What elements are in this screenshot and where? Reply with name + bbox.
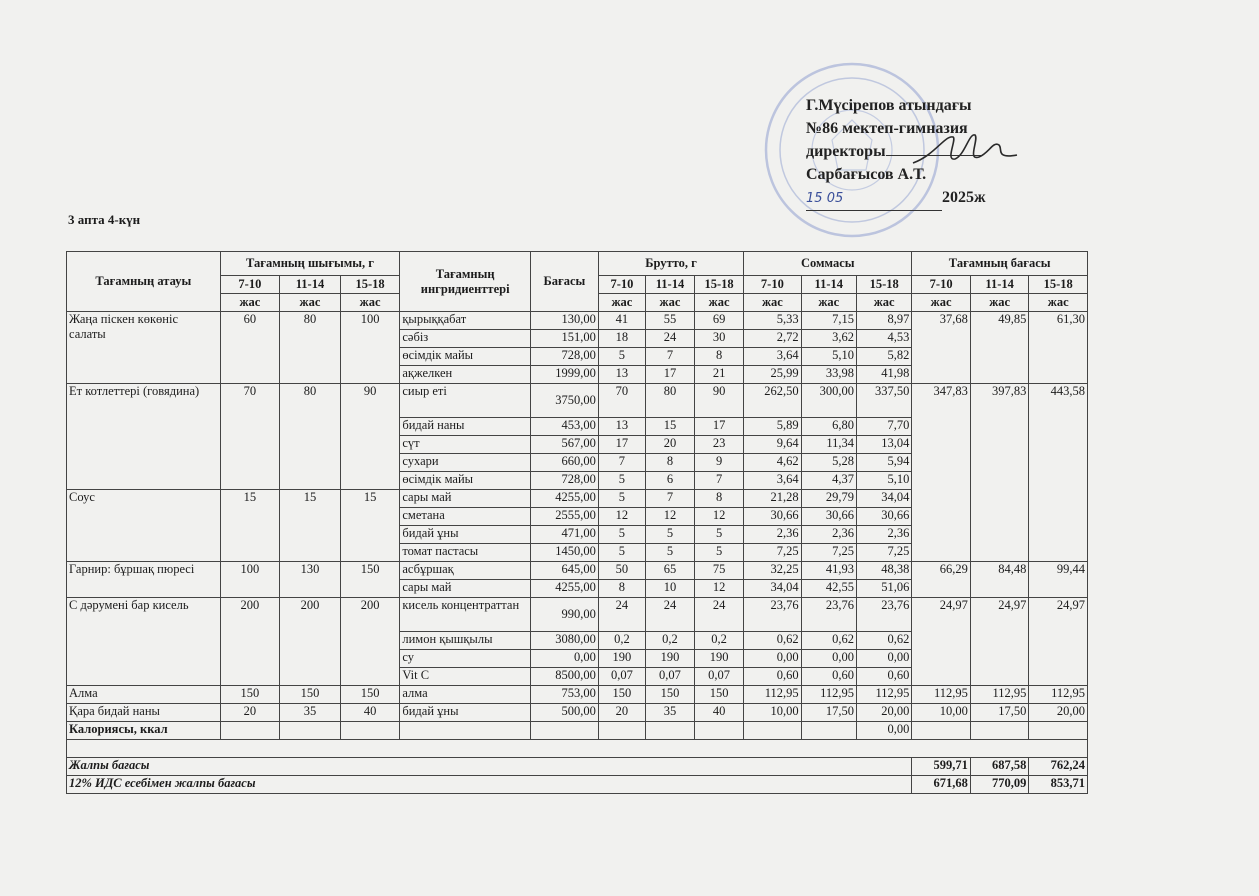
- date-year: 2025ж: [942, 189, 986, 206]
- sum-cell: 3,62: [801, 330, 856, 348]
- brutto-cell: 6: [645, 472, 694, 490]
- brutto-cell: 50: [598, 562, 645, 580]
- age-unit-header: жас: [856, 294, 911, 312]
- dish-price-cell: 112,95: [1029, 686, 1088, 704]
- brutto-cell: 55: [645, 312, 694, 330]
- age-header: 11-14: [801, 276, 856, 294]
- sum-cell: 23,76: [744, 598, 801, 632]
- sum-cell: 5,82: [856, 348, 911, 366]
- total-row: [67, 758, 1088, 776]
- empty-cell: [970, 722, 1029, 740]
- sum-cell: 2,36: [856, 526, 911, 544]
- table-row: [67, 312, 1088, 330]
- brutto-cell: 30: [695, 330, 744, 348]
- brutto-cell: 17: [598, 436, 645, 454]
- sum-cell: 0,00: [856, 650, 911, 668]
- brutto-cell: 5: [598, 472, 645, 490]
- output-cell: 60: [220, 312, 280, 384]
- brutto-cell: 17: [695, 418, 744, 436]
- sum-cell: 0,60: [856, 668, 911, 686]
- ingredient-cell: сүт: [400, 436, 531, 454]
- brutto-cell: 7: [695, 472, 744, 490]
- price-cell: 0,00: [530, 650, 598, 668]
- dish-name-cell: Гарнир: бұршақ пюресі: [67, 562, 221, 598]
- output-cell: 150: [280, 686, 341, 704]
- empty-cell: [67, 740, 1088, 758]
- date-day: 15: [806, 191, 823, 206]
- output-cell: 200: [280, 598, 341, 686]
- price-cell: 728,00: [530, 472, 598, 490]
- table-row: [67, 562, 1088, 580]
- brutto-cell: 17: [645, 366, 694, 384]
- sum-cell: 6,80: [801, 418, 856, 436]
- dish-price-cell: 397,83: [970, 384, 1029, 562]
- price-cell: 8500,00: [530, 668, 598, 686]
- brutto-cell: 5: [598, 348, 645, 366]
- ingredient-cell: сары май: [400, 580, 531, 598]
- total-value: 762,24: [1029, 758, 1088, 776]
- ingredient-cell: ақжелкен: [400, 366, 531, 384]
- brutto-cell: 0,2: [645, 632, 694, 650]
- brutto-cell: 90: [695, 384, 744, 418]
- price-cell: 1450,00: [530, 544, 598, 562]
- output-cell: 35: [280, 704, 341, 722]
- dish-price-cell: 49,85: [970, 312, 1029, 384]
- sum-cell: 2,36: [801, 526, 856, 544]
- ingredient-cell: асбұршақ: [400, 562, 531, 580]
- brutto-cell: 190: [598, 650, 645, 668]
- sum-cell: 4,37: [801, 472, 856, 490]
- signature-icon: [905, 125, 1025, 175]
- sum-cell: 41,93: [801, 562, 856, 580]
- output-cell: 15: [220, 490, 280, 562]
- sum-cell: 2,36: [744, 526, 801, 544]
- age-header: 11-14: [645, 276, 694, 294]
- dish-price-cell: 10,00: [912, 704, 971, 722]
- age-header: 7-10: [912, 276, 971, 294]
- approval-date: [806, 186, 986, 211]
- price-cell: 990,00: [530, 598, 598, 632]
- ingredient-cell: бидай ұны: [400, 526, 531, 544]
- ingredient-cell: өсімдік майы: [400, 472, 531, 490]
- sum-cell: 51,06: [856, 580, 911, 598]
- brutto-cell: 7: [598, 454, 645, 472]
- price-cell: 151,00: [530, 330, 598, 348]
- brutto-cell: 190: [695, 650, 744, 668]
- sum-cell: 3,64: [744, 472, 801, 490]
- dish-price-cell: 84,48: [970, 562, 1029, 598]
- dish-price-cell: 112,95: [970, 686, 1029, 704]
- sum-cell: 5,89: [744, 418, 801, 436]
- sum-cell: 30,66: [856, 508, 911, 526]
- ingredient-cell: өсімдік майы: [400, 348, 531, 366]
- brutto-cell: 15: [645, 418, 694, 436]
- dish-name-cell: Қара бидай наны: [67, 704, 221, 722]
- sum-cell: 0,00: [744, 650, 801, 668]
- sum-cell: 42,55: [801, 580, 856, 598]
- age-unit-header: жас: [598, 294, 645, 312]
- brutto-cell: 8: [598, 580, 645, 598]
- sum-cell: 4,53: [856, 330, 911, 348]
- brutto-cell: 69: [695, 312, 744, 330]
- brutto-cell: 80: [645, 384, 694, 418]
- sum-cell: 34,04: [856, 490, 911, 508]
- output-cell: 150: [340, 562, 400, 598]
- output-cell: 90: [340, 384, 400, 490]
- calories-value: 0,00: [856, 722, 911, 740]
- approval-line-1: Г.Мүсірепов атындағы: [806, 97, 972, 114]
- brutto-cell: 5: [598, 526, 645, 544]
- sum-cell: 262,50: [744, 384, 801, 418]
- brutto-cell: 24: [645, 598, 694, 632]
- total-label: 12% ИДС есебімен жалпы бағасы: [67, 776, 912, 794]
- sum-cell: 17,50: [801, 704, 856, 722]
- brutto-cell: 18: [598, 330, 645, 348]
- brutto-cell: 7: [645, 348, 694, 366]
- menu-table: [66, 251, 1088, 794]
- ingredient-cell: сиыр еті: [400, 384, 531, 418]
- empty-cell: [695, 722, 744, 740]
- sum-cell: 0,00: [801, 650, 856, 668]
- sum-cell: 20,00: [856, 704, 911, 722]
- brutto-cell: 0,2: [598, 632, 645, 650]
- brutto-cell: 20: [645, 436, 694, 454]
- sum-cell: 0,62: [744, 632, 801, 650]
- sum-cell: 7,25: [856, 544, 911, 562]
- calories-row: [67, 722, 1088, 740]
- sum-cell: 9,64: [744, 436, 801, 454]
- empty-cell: [530, 722, 598, 740]
- brutto-cell: 5: [645, 544, 694, 562]
- sum-cell: 29,79: [801, 490, 856, 508]
- sum-cell: 4,62: [744, 454, 801, 472]
- price-cell: 728,00: [530, 348, 598, 366]
- age-unit-header: жас: [1029, 294, 1088, 312]
- output-cell: 40: [340, 704, 400, 722]
- dish-price-cell: 99,44: [1029, 562, 1088, 598]
- ingredient-cell: лимон қышқылы: [400, 632, 531, 650]
- header-price: Бағасы: [530, 252, 598, 312]
- brutto-cell: 24: [645, 330, 694, 348]
- brutto-cell: 24: [695, 598, 744, 632]
- empty-cell: [598, 722, 645, 740]
- dish-price-cell: 17,50: [970, 704, 1029, 722]
- spacer-row: [67, 740, 1088, 758]
- age-header: 15-18: [856, 276, 911, 294]
- age-unit-header: жас: [970, 294, 1029, 312]
- empty-cell: [912, 722, 971, 740]
- sum-cell: 5,33: [744, 312, 801, 330]
- total-value: 770,09: [970, 776, 1029, 794]
- brutto-cell: 12: [598, 508, 645, 526]
- empty-cell: [744, 722, 801, 740]
- age-unit-header: жас: [744, 294, 801, 312]
- output-cell: 80: [280, 312, 341, 384]
- age-header: 7-10: [220, 276, 280, 294]
- sum-cell: 300,00: [801, 384, 856, 418]
- sum-cell: 7,15: [801, 312, 856, 330]
- brutto-cell: 13: [598, 366, 645, 384]
- sum-cell: 7,25: [801, 544, 856, 562]
- brutto-cell: 0,07: [598, 668, 645, 686]
- empty-cell: [1029, 722, 1088, 740]
- director-label: директоры: [806, 143, 886, 160]
- age-header: 7-10: [744, 276, 801, 294]
- sum-cell: 2,72: [744, 330, 801, 348]
- brutto-cell: 24: [598, 598, 645, 632]
- dish-name-cell: С дәрумені бар кисель: [67, 598, 221, 686]
- output-cell: 100: [220, 562, 280, 598]
- age-header: 7-10: [598, 276, 645, 294]
- brutto-cell: 8: [695, 348, 744, 366]
- price-cell: 4255,00: [530, 490, 598, 508]
- sum-cell: 21,28: [744, 490, 801, 508]
- brutto-cell: 12: [645, 508, 694, 526]
- sum-cell: 32,25: [744, 562, 801, 580]
- empty-cell: [340, 722, 400, 740]
- header-brutto: Брутто, г: [598, 252, 743, 276]
- price-cell: 500,00: [530, 704, 598, 722]
- brutto-cell: 40: [695, 704, 744, 722]
- sum-cell: 0,60: [744, 668, 801, 686]
- ingredient-cell: кисель концентраттан: [400, 598, 531, 632]
- brutto-cell: 5: [598, 490, 645, 508]
- brutto-cell: 0,07: [645, 668, 694, 686]
- sum-cell: 13,04: [856, 436, 911, 454]
- brutto-cell: 13: [598, 418, 645, 436]
- table-row: [67, 598, 1088, 632]
- empty-cell: [400, 722, 531, 740]
- total-value: 671,68: [912, 776, 971, 794]
- price-cell: 130,00: [530, 312, 598, 330]
- sum-cell: 112,95: [856, 686, 911, 704]
- header-sum: Соммасы: [744, 252, 912, 276]
- brutto-cell: 9: [695, 454, 744, 472]
- date-month: 05: [826, 191, 844, 206]
- sum-cell: 5,94: [856, 454, 911, 472]
- total-vat-row: [67, 776, 1088, 794]
- price-cell: 3080,00: [530, 632, 598, 650]
- ingredient-cell: қырыққабат: [400, 312, 531, 330]
- price-cell: 471,00: [530, 526, 598, 544]
- dish-price-cell: 347,83: [912, 384, 971, 562]
- price-cell: 4255,00: [530, 580, 598, 598]
- age-unit-header: жас: [340, 294, 400, 312]
- price-cell: 3750,00: [530, 384, 598, 418]
- age-unit-header: жас: [220, 294, 280, 312]
- table-row: [67, 384, 1088, 418]
- header-dish: Тағамның атауы: [67, 252, 221, 312]
- dish-price-cell: 61,30: [1029, 312, 1088, 384]
- price-cell: 753,00: [530, 686, 598, 704]
- output-cell: 150: [340, 686, 400, 704]
- sum-cell: 33,98: [801, 366, 856, 384]
- date-line: [806, 186, 942, 211]
- age-header: 15-18: [1029, 276, 1088, 294]
- output-cell: 200: [220, 598, 280, 686]
- sum-cell: 34,04: [744, 580, 801, 598]
- approval-line-2: №86 мектеп-гимназия: [806, 120, 968, 137]
- output-cell: 15: [280, 490, 341, 562]
- ingredient-cell: бидай ұны: [400, 704, 531, 722]
- sum-cell: 30,66: [744, 508, 801, 526]
- brutto-cell: 150: [645, 686, 694, 704]
- total-value: 599,71: [912, 758, 971, 776]
- table-row: [67, 686, 1088, 704]
- output-cell: 15: [340, 490, 400, 562]
- total-label: Жалпы бағасы: [67, 758, 912, 776]
- price-cell: 567,00: [530, 436, 598, 454]
- total-value: 687,58: [970, 758, 1029, 776]
- sum-cell: 23,76: [801, 598, 856, 632]
- brutto-cell: 5: [598, 544, 645, 562]
- brutto-cell: 35: [645, 704, 694, 722]
- sum-cell: 337,50: [856, 384, 911, 418]
- price-cell: 645,00: [530, 562, 598, 580]
- sum-cell: 5,10: [856, 472, 911, 490]
- sum-cell: 7,70: [856, 418, 911, 436]
- sum-cell: 0,62: [856, 632, 911, 650]
- header-ingredients: Тағамның ингридиенттері: [400, 252, 531, 312]
- age-unit-header: жас: [801, 294, 856, 312]
- dish-price-cell: 20,00: [1029, 704, 1088, 722]
- ingredient-cell: Vit C: [400, 668, 531, 686]
- output-cell: 80: [280, 384, 341, 490]
- dish-price-cell: 24,97: [912, 598, 971, 686]
- empty-cell: [220, 722, 280, 740]
- dish-price-cell: 24,97: [1029, 598, 1088, 686]
- ingredient-cell: сухари: [400, 454, 531, 472]
- age-unit-header: жас: [280, 294, 341, 312]
- sum-cell: 7,25: [744, 544, 801, 562]
- brutto-cell: 7: [645, 490, 694, 508]
- week-day-label: 3 апта 4-күн: [68, 212, 141, 227]
- sum-cell: 48,38: [856, 562, 911, 580]
- sum-cell: 0,60: [801, 668, 856, 686]
- ingredient-cell: томат пастасы: [400, 544, 531, 562]
- sum-cell: 112,95: [801, 686, 856, 704]
- ingredient-cell: сметана: [400, 508, 531, 526]
- output-cell: 150: [220, 686, 280, 704]
- brutto-cell: 5: [695, 544, 744, 562]
- brutto-cell: 150: [695, 686, 744, 704]
- age-header: 15-18: [340, 276, 400, 294]
- output-cell: 70: [220, 384, 280, 490]
- age-header: 11-14: [970, 276, 1029, 294]
- empty-cell: [280, 722, 341, 740]
- brutto-cell: 0,2: [695, 632, 744, 650]
- sum-cell: 25,99: [744, 366, 801, 384]
- sum-cell: 23,76: [856, 598, 911, 632]
- brutto-cell: 65: [645, 562, 694, 580]
- brutto-cell: 10: [645, 580, 694, 598]
- sum-cell: 5,10: [801, 348, 856, 366]
- output-cell: 130: [280, 562, 341, 598]
- brutto-cell: 5: [695, 526, 744, 544]
- brutto-cell: 20: [598, 704, 645, 722]
- age-unit-header: жас: [645, 294, 694, 312]
- output-cell: 100: [340, 312, 400, 384]
- brutto-cell: 41: [598, 312, 645, 330]
- dish-name-cell: Жаңа піскен көкөніс салаты: [67, 312, 221, 384]
- age-unit-header: жас: [912, 294, 971, 312]
- sum-cell: 112,95: [744, 686, 801, 704]
- age-header: 15-18: [695, 276, 744, 294]
- age-unit-header: жас: [695, 294, 744, 312]
- sum-cell: 0,62: [801, 632, 856, 650]
- ingredient-cell: бидай наны: [400, 418, 531, 436]
- sum-cell: 30,66: [801, 508, 856, 526]
- price-cell: 2555,00: [530, 508, 598, 526]
- output-cell: 20: [220, 704, 280, 722]
- total-value: 853,71: [1029, 776, 1088, 794]
- brutto-cell: 75: [695, 562, 744, 580]
- dish-price-cell: 66,29: [912, 562, 971, 598]
- brutto-cell: 190: [645, 650, 694, 668]
- price-cell: 453,00: [530, 418, 598, 436]
- ingredient-cell: алма: [400, 686, 531, 704]
- dish-price-cell: 24,97: [970, 598, 1029, 686]
- brutto-cell: 21: [695, 366, 744, 384]
- dish-name-cell: Соус: [67, 490, 221, 562]
- approval-line-4: Сарбағысов А.Т.: [806, 166, 927, 183]
- dish-price-cell: 37,68: [912, 312, 971, 384]
- brutto-cell: 12: [695, 580, 744, 598]
- sum-cell: 3,64: [744, 348, 801, 366]
- brutto-cell: 8: [695, 490, 744, 508]
- brutto-cell: 150: [598, 686, 645, 704]
- sum-cell: 11,34: [801, 436, 856, 454]
- sum-cell: 5,28: [801, 454, 856, 472]
- sum-cell: 41,98: [856, 366, 911, 384]
- empty-cell: [801, 722, 856, 740]
- output-cell: 200: [340, 598, 400, 686]
- brutto-cell: 5: [645, 526, 694, 544]
- header-output: Тағамның шығымы, г: [220, 252, 400, 276]
- price-cell: 1999,00: [530, 366, 598, 384]
- brutto-cell: 8: [645, 454, 694, 472]
- table-row: [67, 704, 1088, 722]
- sum-cell: 10,00: [744, 704, 801, 722]
- dish-price-cell: 112,95: [912, 686, 971, 704]
- age-header: 11-14: [280, 276, 341, 294]
- brutto-cell: 12: [695, 508, 744, 526]
- dish-price-cell: 443,58: [1029, 384, 1088, 562]
- dish-name-cell: Алма: [67, 686, 221, 704]
- ingredient-cell: сәбіз: [400, 330, 531, 348]
- sum-cell: 8,97: [856, 312, 911, 330]
- brutto-cell: 0,07: [695, 668, 744, 686]
- ingredient-cell: сары май: [400, 490, 531, 508]
- header-dish-price: Тағамның бағасы: [912, 252, 1088, 276]
- empty-cell: [645, 722, 694, 740]
- brutto-cell: 70: [598, 384, 645, 418]
- brutto-cell: 23: [695, 436, 744, 454]
- price-cell: 660,00: [530, 454, 598, 472]
- dish-name-cell: Ет котлеттері (говядина): [67, 384, 221, 490]
- ingredient-cell: су: [400, 650, 531, 668]
- calories-label: Калориясы, ккал: [67, 722, 221, 740]
